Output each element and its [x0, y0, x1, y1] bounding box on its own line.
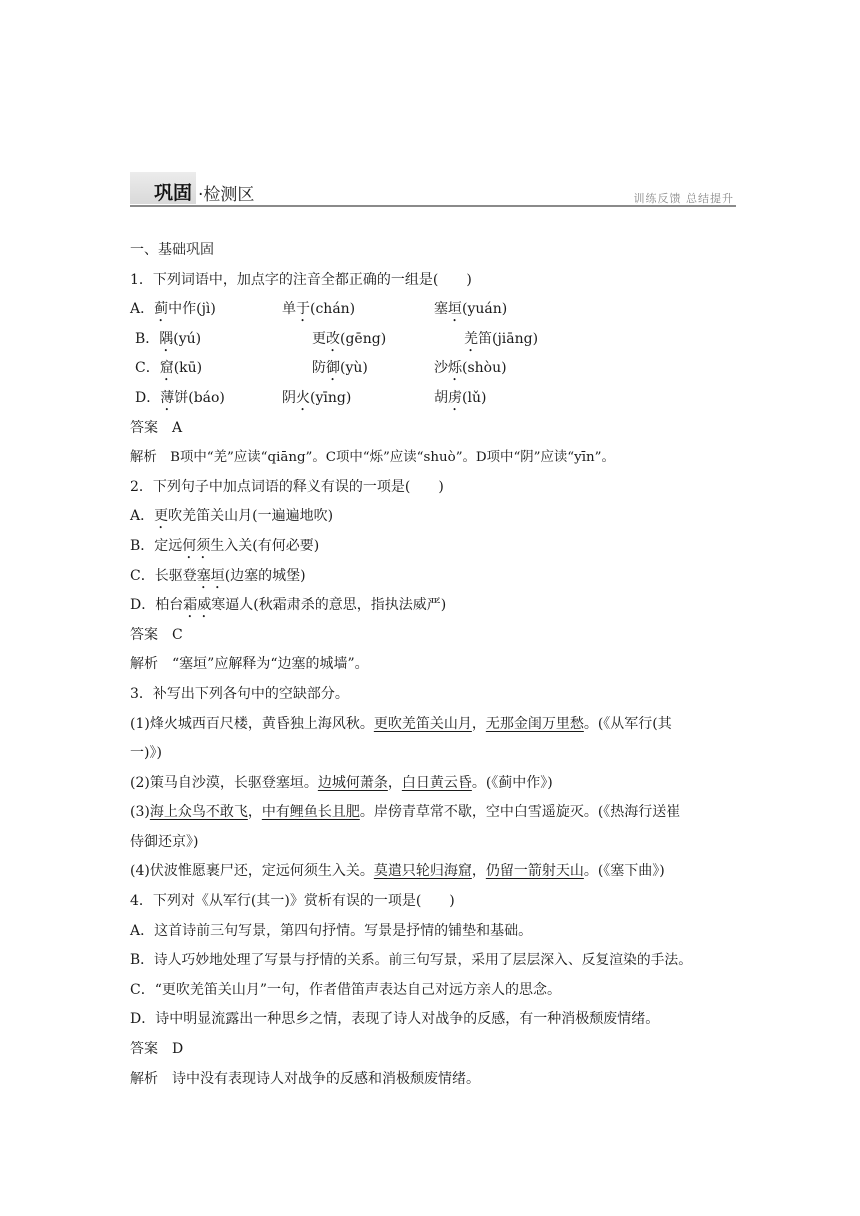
q4-answer: 答案 D [130, 1041, 184, 1058]
section-subtitle: ·检测区 [198, 185, 255, 205]
header-rule [130, 205, 736, 207]
q4-option-c: C．“更吹羌笛关山月”一句，作者借笛声表达自己对远方亲人的思念。 [130, 981, 562, 998]
q4-option-a: A．这首诗前三句写景，第四句抒情。写景是抒情的铺垫和基础。 [130, 922, 533, 939]
q4-stem: 4．下列对《从军行(其一)》赏析有误的一项是( ) [130, 893, 455, 910]
q2-option-b: B．定远何须生入关(有何必要) [130, 537, 320, 554]
q3-item-3-cont: 侍御还京》) [130, 833, 199, 850]
q2-option-c: C．长驱登塞垣(边塞的城堡) [130, 567, 306, 584]
q4-option-d: D．诗中明显流露出一种思乡之情，表现了诗人对战争的反感，有一种消极颓废情绪。 [130, 1011, 660, 1028]
q2-option-d: D．柏台霜威寒逼人(秋霜肃杀的意思，指执法威严) [130, 597, 447, 614]
q3-item-1-cont: 一)》) [130, 745, 162, 762]
q1-analysis: 解析 B项中“羌”应读“qiāng”。C项中“烁”应读“shuò”。D项中“阴”应读“yīn”。 [130, 450, 615, 466]
section-tag: 巩固 [154, 182, 193, 204]
q4-option-b: B．诗人巧妙地处理了写景与抒情的关系。前三句写景，采用了层层深入、反复渲染的手法。 [130, 952, 693, 969]
q3-item-3: (3)海上众鸟不敢飞，中有鲤鱼长且肥。岸傍青草常不歇，空中白雪遥旋灭。(《热海行送崔 [130, 804, 681, 821]
q2-option-a: A．更吹羌笛关山月(一遍遍地吹) [130, 508, 334, 525]
q1-option-c: C．窟(kū) 防御(yù) 沙烁(shòu) [135, 360, 507, 377]
section-header [130, 170, 736, 210]
section-heading: 一、基础巩固 [130, 242, 214, 258]
q3-stem: 3．补写出下列各句中的空缺部分。 [130, 685, 349, 702]
q3-item-4: (4)伏波惟愿裹尸还，定远何须生入关。莫遣只轮归海窟，仍留一箭射天山。(《塞下曲》) [130, 863, 665, 880]
q1-option-a: A．蓟中作(jì) 单于(chán) 塞垣(yuán) [130, 301, 508, 318]
document-body [130, 236, 745, 1094]
q1-stem: 1．下列词语中，加点字的注音全都正确的一组是( ) [130, 271, 472, 288]
header-right-links: 训练反馈 总结提升 [633, 192, 734, 205]
q1-option-b: B．隅(yú) 更改(gēng) 羌笛(jiāng) [135, 330, 539, 347]
q1-option-d: D．薄饼(báo) 阴火(yīng) 胡虏(lǔ) [135, 389, 487, 406]
q4-analysis: 解析 诗中没有表现诗人对战争的反感和消极颓废情绪。 [130, 1070, 480, 1087]
q2-answer: 答案 C [130, 626, 183, 643]
q2-analysis: 解析 “塞垣”应解释为“边塞的城墙”。 [130, 656, 369, 673]
q1-answer: 答案 A [130, 419, 183, 436]
q3-item-1: (1)烽火城西百尺楼，黄昏独上海风秋。更吹羌笛关山月，无那金闺万里愁。(《从军行(其 [130, 715, 672, 732]
q3-item-2: (2)策马自沙漠，长驱登塞垣。边城何萧条，白日黄云昏。(《蓟中作》) [130, 774, 553, 791]
q2-stem: 2．下列句子中加点词语的释义有误的一项是( ) [130, 478, 444, 495]
